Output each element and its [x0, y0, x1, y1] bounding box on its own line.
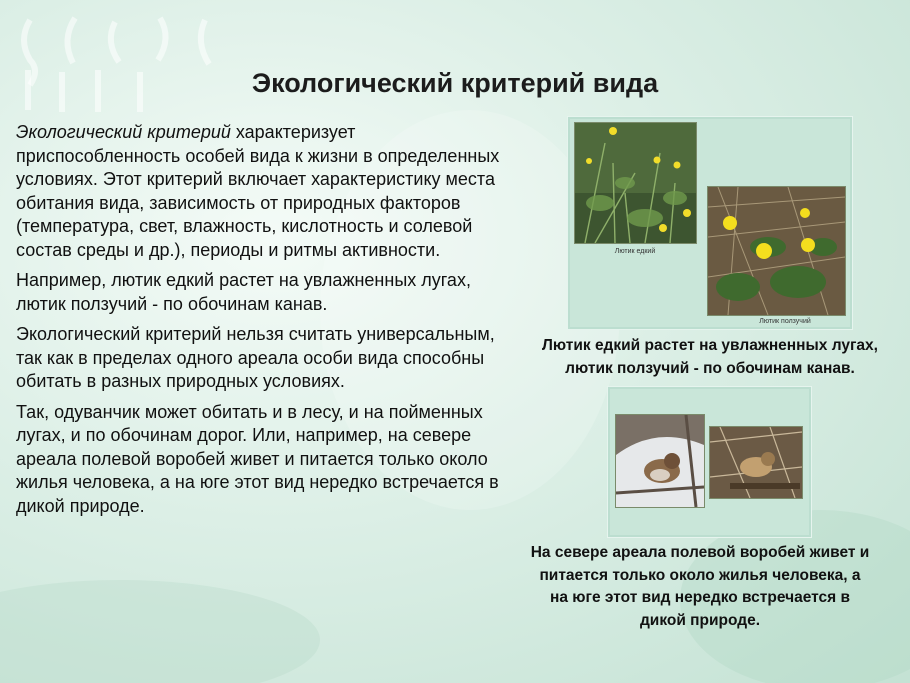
page-title: Экологический критерий вида: [251, 68, 659, 98]
body-text: [16, 121, 510, 525]
paragraph-definition: [16, 121, 510, 262]
buttercup-creeping-image: [708, 187, 845, 315]
buttercup-acrid-photo: [574, 122, 697, 244]
paragraph-not-universal: Экологический критерий нельзя считать универсальным, так как в пределах одного ареала особи вида способны обитать в разных природных условиях.: [16, 324, 495, 391]
birds-caption: [497, 542, 903, 632]
definition-text: характеризует приспособленность особей вида к жизни в определенных условиях. Этот критерий включает характеристику места обитания вида, зависимость от природных факторов (температура, свет, влажность, кислотность и солевой состав среды и др.), периоды и ритмы активности.: [16, 122, 500, 260]
birds-caption-line-4: дикой природе.: [639, 611, 761, 629]
birds-caption-line-1: На севере ареала полевой воробей живет и: [530, 544, 870, 561]
sparrow-south-photo: [709, 426, 803, 499]
sparrow-south-image: [710, 427, 802, 498]
birds-caption-line-3: на юге этот вид нередко встречается в: [549, 589, 851, 606]
plants-caption-line-2: лютик ползучий - по обочинам канав.: [565, 359, 855, 377]
term-ecological-criterion: Экологический критерий: [16, 122, 231, 142]
buttercup-creeping-photo: [707, 186, 846, 316]
paragraph-example-sparrow: Так, одуванчик может обитать и в лесу, и на пойменных лугах, и по обочинам дорог. Или, например, на севере ареала полевой воробей живет и питается только около жилья человека, а на юге этот вид нередко встречается в дикой природе.: [16, 401, 499, 516]
buttercup-acrid-image: [575, 123, 696, 243]
birds-caption-line-2: питается только около жилья человека, а: [539, 566, 861, 584]
sparrow-north-photo: [615, 414, 705, 508]
plants-caption: [512, 335, 908, 380]
paragraph-example-buttercup: Например, лютик едкий растет на увлажненных лугах, лютик ползучий - по обочинам канав.: [16, 270, 471, 314]
photo-label-buttercup-acrid: Лютик едкий: [614, 248, 656, 255]
sparrow-north-image: [616, 415, 704, 507]
plants-caption-line-1: Лютик едкий растет на увлажненных лугах,: [542, 337, 878, 354]
photo-label-buttercup-creeping: Лютик ползучий: [759, 318, 811, 325]
